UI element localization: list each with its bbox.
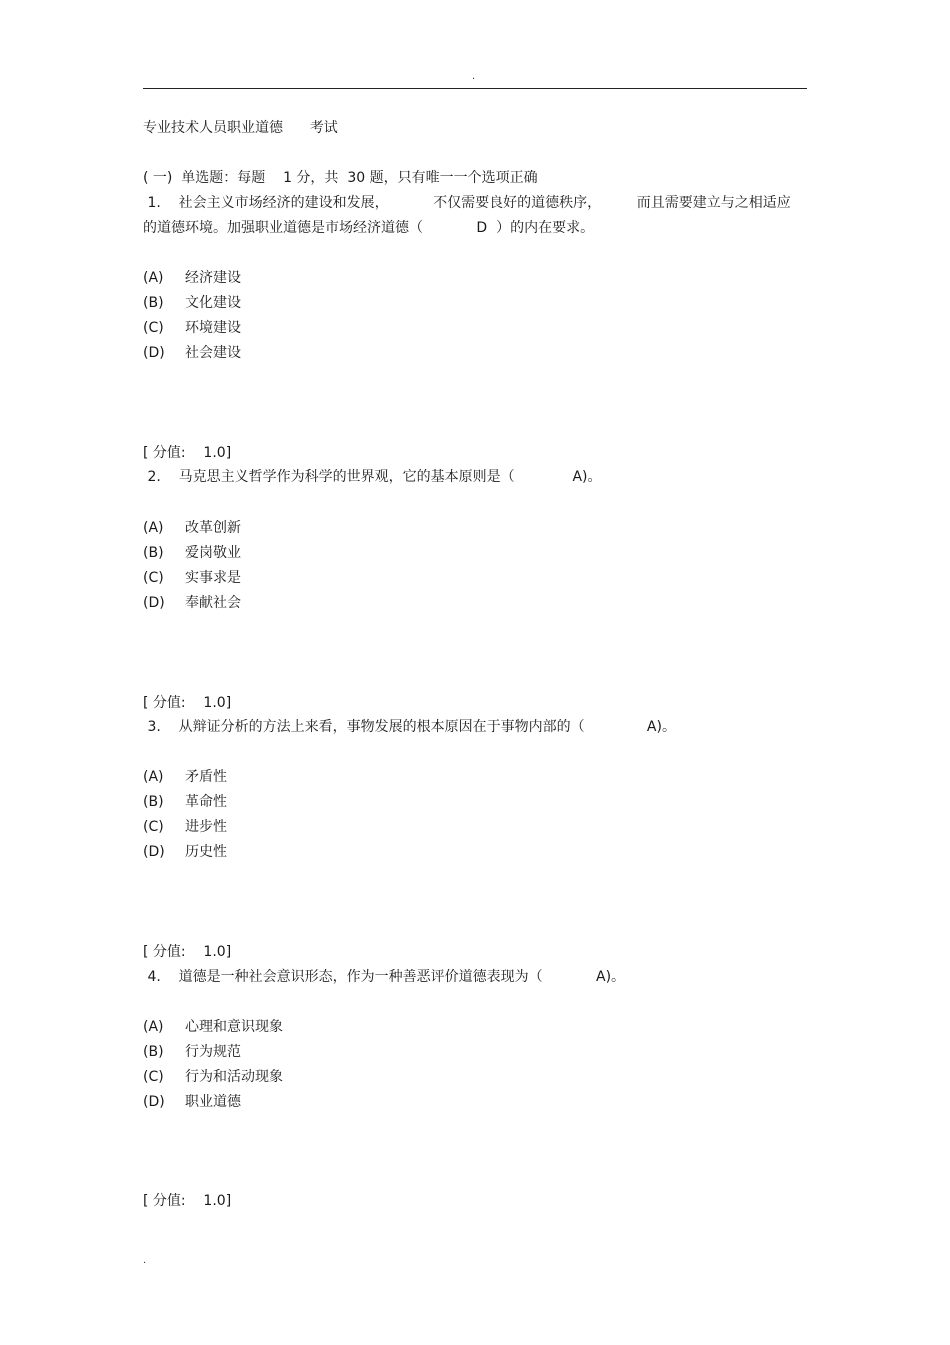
q3-option-c-label: (C) [143,819,164,835]
q2-option-a-text: 改革创新 [185,520,241,536]
q4-option-d-label: (D) [143,1094,165,1110]
question-1-score: [ 分值: 1.0] [143,445,232,461]
question-1-text-line1: 1. 社会主义市场经济的建设和发展， 不仅需要良好的道德秩序， 而且需要建立与之相适应 [143,195,791,211]
question-3-text: 3. 从辩证分析的方法上来看，事物发展的根本原因在于事物内部的（ A)。 [143,719,676,735]
q2-option-a-label: (A) [143,520,164,536]
q1-option-b-text: 文化建设 [185,295,241,311]
question-3-score: [ 分值: 1.0] [143,944,232,960]
q4-option-b-text: 行为规范 [185,1044,241,1060]
q4-option-a-label: (A) [143,1019,164,1035]
q3-option-d-text: 历史性 [185,844,227,860]
q1-option-c-label: (C) [143,320,164,336]
q3-option-b-label: (B) [143,794,164,810]
footer-dot: . [143,1255,147,1266]
q1-option-d-text: 社会建设 [185,345,241,361]
q4-option-a-text: 心理和意识现象 [185,1019,283,1035]
q1-option-a-label: (A) [143,270,164,286]
q1-option-d-label: (D) [143,345,165,361]
question-2-score: [ 分值: 1.0] [143,695,232,711]
q4-option-d-text: 职业道德 [185,1094,241,1110]
question-2-text: 2. 马克思主义哲学作为科学的世界观，它的基本原则是（ A)。 [143,469,602,485]
question-4-score: [ 分值: 1.0] [143,1193,232,1209]
q1-option-b-label: (B) [143,295,164,311]
q4-option-c-text: 行为和活动现象 [185,1069,283,1085]
section-heading: ( 一) 单选题：每题 1 分，共 30 题，只有唯一一个选项正确 [143,170,538,186]
q2-option-d-text: 奉献社会 [185,595,241,611]
q3-option-a-text: 矛盾性 [185,769,227,785]
q1-option-c-text: 环境建设 [185,320,241,336]
q3-option-c-text: 进步性 [185,819,227,835]
q1-option-a-text: 经济建设 [185,270,241,286]
q2-option-c-text: 实事求是 [185,570,241,586]
q4-option-c-label: (C) [143,1069,164,1085]
q4-option-b-label: (B) [143,1044,164,1060]
q2-option-d-label: (D) [143,595,165,611]
header-rule [143,88,807,89]
q3-option-b-text: 革命性 [185,794,227,810]
q2-option-b-text: 爱岗敬业 [185,545,241,561]
q2-option-b-label: (B) [143,545,164,561]
question-1-text-line2: 的道德环境。加强职业道德是市场经济道德（ D ）的内在要求。 [143,220,595,236]
q3-option-d-label: (D) [143,844,165,860]
q3-option-a-label: (A) [143,769,164,785]
doc-title: 专业技术人员职业道德 考试 [143,120,338,136]
q2-option-c-label: (C) [143,570,164,586]
question-4-text: 4. 道德是一种社会意识形态，作为一种善恶评价道德表现为（ A)。 [143,969,626,985]
header-dot: . [472,71,476,82]
